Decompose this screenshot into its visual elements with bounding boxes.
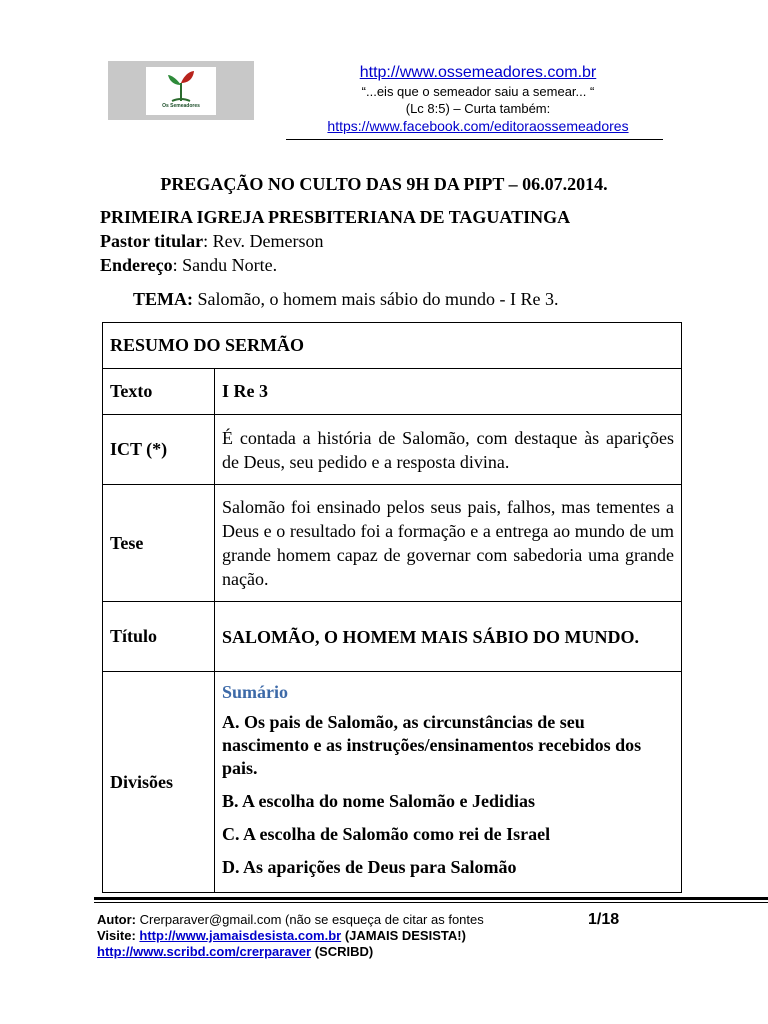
sermon-summary-table — [102, 322, 682, 893]
texto-label: Texto — [103, 369, 215, 415]
sumario-heading: Sumário — [222, 682, 289, 702]
tese-label: Tese — [103, 485, 215, 602]
header-quote: “...eis que o semeador saiu a semear... “ — [361, 84, 595, 99]
table-row — [103, 369, 682, 415]
footer-divider-thin — [94, 902, 768, 903]
page-title: PREGAÇÃO NO CULTO DAS 9H DA PIPT – 06.07.2014. — [160, 174, 608, 194]
divisoes-label: Divisões — [103, 672, 215, 893]
table-row — [103, 485, 682, 602]
footer-visit-line — [97, 928, 697, 944]
header-info — [286, 63, 670, 135]
titulo-label: Título — [103, 602, 215, 672]
pastor-line — [100, 231, 323, 252]
church-name: PRIMEIRA IGREJA PRESBITERIANA DE TAGUATINGA — [100, 207, 571, 227]
author-label: Autor: — [97, 912, 136, 927]
pastor-label: Pastor titular — [100, 231, 204, 251]
header-reference: (Lc 8:5) – Curta também: — [405, 101, 551, 116]
theme-value: Salomão, o homem mais sábio do mundo - I Re 3. — [197, 289, 559, 309]
division-item: A. Os pais de Salomão, as circunstâncias de seu nascimento e as instruções/ensinamentos recebidos dos pais. — [222, 712, 642, 778]
table-row — [103, 672, 682, 893]
division-item: B. A escolha do nome Salomão e Jedidias — [222, 791, 536, 811]
titulo-value: SALOMÃO, O HOMEM MAIS SÁBIO DO MUNDO. — [215, 602, 682, 672]
header-divider — [286, 139, 663, 140]
logo-frame — [108, 61, 254, 120]
tese-value: Salomão foi ensinado pelos seus pais, falhos, mas tementes a Deus e o resultado foi a formação e a entrega ao mundo de um grande homem capaz de governar com sabedoria uma grande nação. — [215, 485, 682, 602]
ict-value: É contada a história de Salomão, com destaque às aparições de Deus, seu pedido e a resposta divina. — [215, 415, 682, 485]
pastor-value: : Rev. Demerson — [203, 231, 324, 251]
author-email: Crerparaver@gmail.com ( — [136, 912, 290, 927]
site-link[interactable]: http://www.ossemeadores.com.br — [359, 64, 597, 81]
sprout-icon — [146, 67, 216, 105]
address-line — [100, 255, 277, 276]
logo — [146, 67, 216, 115]
page-number: 1/18 — [588, 911, 620, 928]
jamais-desista-note: (JAMAIS DESISTA!) — [341, 928, 466, 943]
table-row — [103, 415, 682, 485]
scribd-link[interactable]: http://www.scribd.com/crerparaver — [97, 944, 312, 959]
visit-label: Visite: — [97, 928, 136, 943]
theme-label: TEMA: — [133, 289, 193, 309]
texto-value: I Re 3 — [215, 369, 682, 415]
facebook-link[interactable]: https://www.facebook.com/editoraossemeadores — [327, 118, 629, 134]
division-item: C. A escolha de Salomão como rei de Israel — [222, 824, 551, 844]
theme-line — [133, 289, 558, 310]
ict-label: ICT (*) — [103, 415, 215, 485]
logo-text: Os Semeadores — [162, 103, 200, 109]
address-value: : Sandu Norte. — [172, 255, 278, 275]
table-header-row — [103, 323, 682, 369]
table-row — [103, 602, 682, 672]
footer-divider — [94, 897, 768, 900]
author-note: não se esqueça de citar as fontes — [289, 912, 484, 927]
divisoes-cell — [215, 672, 682, 893]
jamais-desista-link[interactable]: http://www.jamaisdesista.com.br — [139, 928, 342, 943]
division-item: D. As aparições de Deus para Salomão — [222, 857, 517, 877]
table-header: RESUMO DO SERMÃO — [103, 323, 682, 369]
scribd-note: (SCRIBD) — [311, 944, 374, 959]
footer-scribd-line — [97, 944, 697, 960]
address-label: Endereço — [100, 255, 173, 275]
